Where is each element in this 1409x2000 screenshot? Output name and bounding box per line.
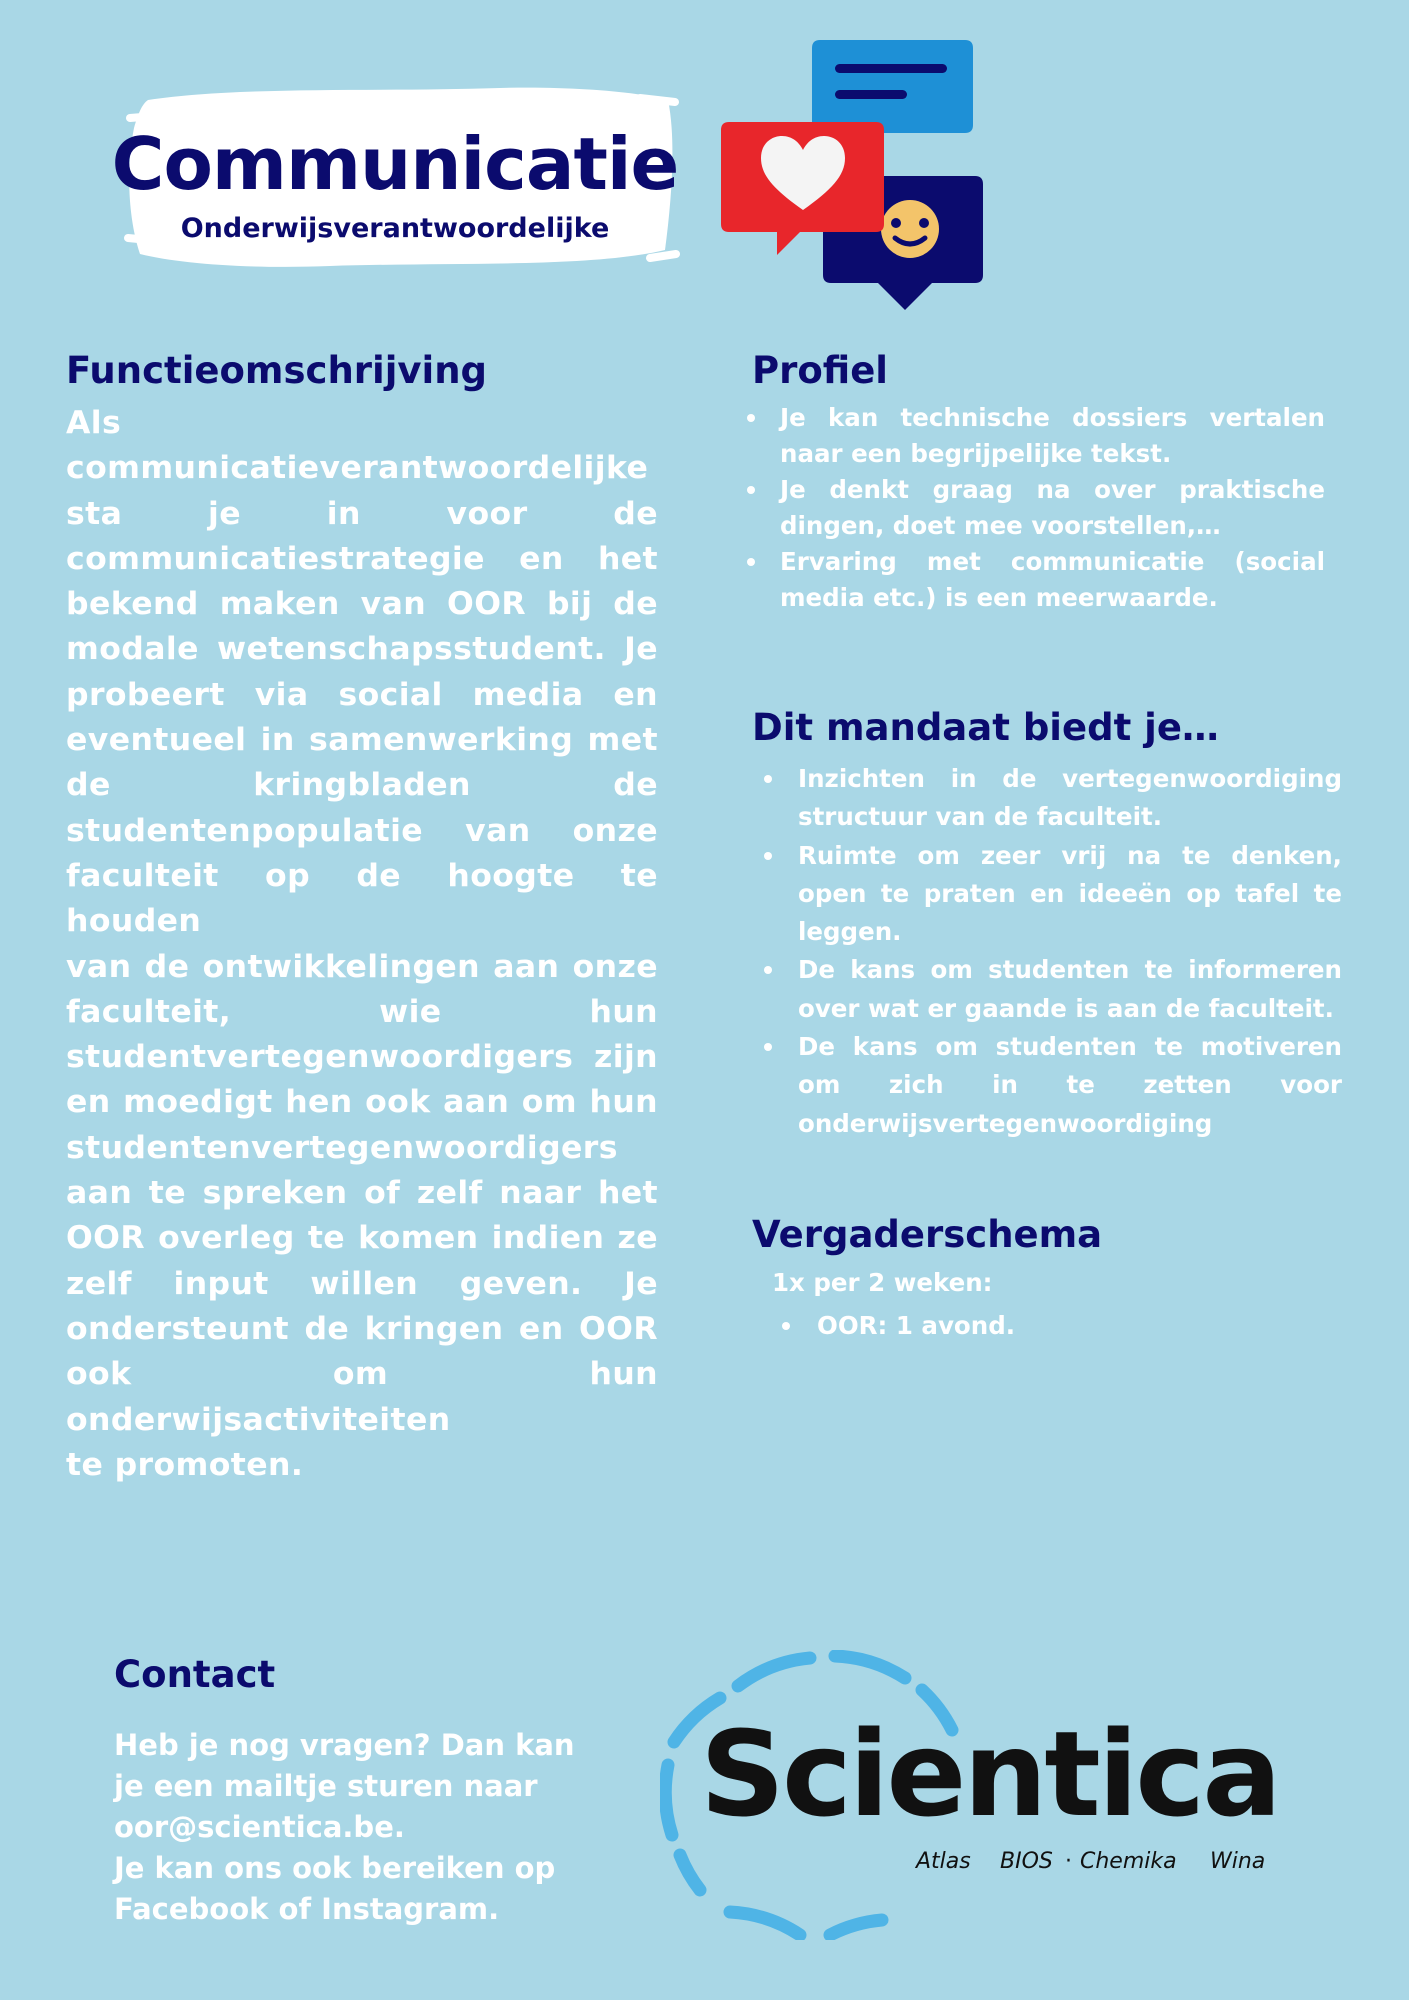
list-item: Je kan technische dossiers vertalen naar een begrijpelijke tekst. [745,400,1325,472]
functie-line: sta je in voor de [66,495,658,532]
logo-wordmark: Scientica [700,1705,1279,1843]
functie-line: studentenvertegenwoordigers [66,1129,618,1166]
functie-line: OOR overleg te komen indien ze [66,1220,658,1257]
functie-line: studentenpopulatie van onze [66,812,658,849]
contact-email[interactable]: oor@scientica.be. [114,1810,405,1844]
functie-line: communicatiestrategie en het [66,540,658,577]
contact-line: je een mailtje sturen naar [114,1769,538,1803]
functie-line: ondersteunt de kringen en OOR [66,1310,658,1347]
functie-line: modale wetenschapsstudent. Je [66,631,658,668]
contact-heading: Contact [114,1653,276,1696]
functie-line: en moedigt hen ook aan om hun [66,1084,658,1121]
functie-line: faculteit, wie hun [66,993,658,1030]
list-item: De kans om studenten te informeren over wat er gaande is aan de faculteit. [762,951,1342,1028]
page-subtitle: Onderwijsverantwoordelijke [180,213,610,244]
mandaat-heading: Dit mandaat biedt je… [752,706,1219,749]
mandaat-list [762,760,1342,1143]
functie-line: zelf input willen geven. Je [66,1265,658,1302]
functie-line: ook om hun onderwijsactiviteiten [66,1356,658,1438]
list-item: Ervaring met communicatie (social media etc.) is een meerwaarde. [745,544,1325,616]
functie-line: communicatieverantwoordelijke [66,450,649,487]
contact-line: Je kan ons ook bereiken op [114,1851,556,1885]
logo-tagline-separator: · [1065,1849,1072,1874]
vergaderschema-heading: Vergaderschema [752,1213,1103,1256]
list-item: Ruimte om zeer vrij na te denken, open te praten en ideeën op tafel te leggen. [762,837,1342,952]
contact-text [114,1725,634,1930]
smiley-face [881,200,939,258]
contact-line: Facebook of Instagram. [114,1892,500,1926]
functie-line: de kringbladen de [66,767,658,804]
functie-line: van de ontwikkelingen aan onze [66,948,658,985]
list-item: De kans om studenten te motiveren om zich in te zetten voor onderwijsvertegenwoordiging [762,1028,1342,1143]
list-item: Je denkt graag na over praktische dingen, doet mee voorstellen,… [745,472,1325,544]
functie-line: studentvertegenwoordigers zijn [66,1039,658,1076]
profiel-heading: Profiel [752,349,888,392]
functie-heading: Functieomschrijving [66,349,488,392]
list-item: Inzichten in de vertegenwoordiging structuur van de faculteit. [762,760,1342,837]
page-title: Communicatie [111,122,679,206]
list-item: OOR: 1 avond. [782,1308,1282,1344]
functie-line: bekend maken van OOR bij de [66,586,658,623]
vergader-list [782,1308,1282,1344]
functie-line: faculteit op de hoogte te houden [66,857,658,940]
contact-line: Heb je nog vragen? Dan kan [114,1728,575,1762]
functie-description [66,401,658,1488]
logo-tagline-atlas: Atlas [916,1849,971,1874]
profiel-list [745,400,1325,616]
functie-line: aan te spreken of zelf naar het [66,1175,658,1212]
chat-bubbles-icon [715,40,1005,325]
functie-line: Als [66,405,122,441]
vergader-frequency: 1x per 2 weken: [772,1268,993,1297]
scientica-logo [660,1650,1340,1940]
logo-tagline-chemika: Chemika [1080,1849,1177,1874]
functie-line: te promoten. [66,1446,304,1483]
functie-line: eventueel in samenwerking met [66,722,658,759]
logo-tagline-wina: Wina [1210,1849,1266,1874]
logo-tagline-bios: BIOS [1000,1849,1053,1874]
functie-line: probeert via social media en [66,676,658,713]
